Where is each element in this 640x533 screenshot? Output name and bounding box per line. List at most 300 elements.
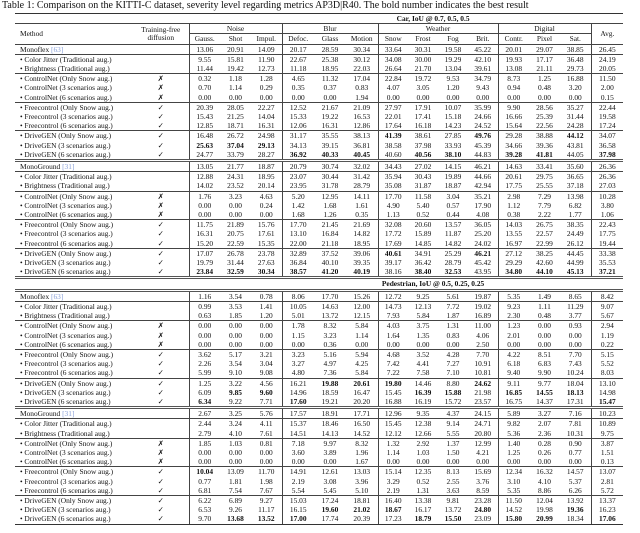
training-free-cell <box>133 290 189 301</box>
value-cell: 18.95 <box>353 238 371 248</box>
value-cell: 13.10 <box>282 229 314 238</box>
training-free-header: Training-free diffusion <box>133 24 189 44</box>
value-cell: 9.14 <box>438 419 468 429</box>
value-cell: 0.00 <box>259 457 273 467</box>
value-cell: 15.81 <box>220 54 251 64</box>
value-cell: 20.05 <box>591 64 623 74</box>
group-header: Blur <box>282 24 378 34</box>
value-cell: 14.52 <box>353 428 371 438</box>
value-cell: 17.70 <box>378 191 408 201</box>
value-cell: 1.06 <box>591 210 623 220</box>
value-cell: 13.04 <box>444 64 462 74</box>
value-cell: 1.96 <box>355 447 369 457</box>
value-cell: 15.72 <box>444 396 462 406</box>
citation-link[interactable]: [31] <box>62 162 75 172</box>
value-cell: 22.99 <box>536 238 553 248</box>
value-cell: 17.07 <box>189 248 220 258</box>
value-cell: 5.54 <box>282 486 314 496</box>
value-cell: 32.89 <box>282 248 314 258</box>
value-cell: 41.81 <box>536 149 553 159</box>
value-cell: 16.31 <box>321 121 339 131</box>
value-cell: 44.45 <box>560 248 591 258</box>
method-label: • DriveGEN (6 scenarios aug.) <box>20 396 111 406</box>
value-cell: 11.87 <box>444 229 462 239</box>
value-cell: 7.27 <box>446 359 460 369</box>
value-cell: 9.60 <box>259 387 273 397</box>
table-row <box>15 220 623 230</box>
value-cell: 34.08 <box>378 54 408 64</box>
value-cell: 26.45 <box>591 44 623 54</box>
value-cell: 5.89 <box>498 408 529 419</box>
value-cell: 9.22 <box>229 396 242 406</box>
value-cell: 4.63 <box>251 191 282 201</box>
value-cell: 14.91 <box>282 467 314 477</box>
value-cell: 22.43 <box>591 220 623 230</box>
value-cell: 24.15 <box>468 408 498 419</box>
column-header: Glass <box>314 34 346 44</box>
value-cell: 2.50 <box>476 339 490 349</box>
value-cell: 5.16 <box>314 349 346 359</box>
value-cell: 1.68 <box>282 210 314 220</box>
value-cell: 20.01 <box>498 44 529 54</box>
value-cell: 28.56 <box>529 102 560 112</box>
table-row <box>15 301 623 311</box>
value-cell: 3.24 <box>220 419 251 429</box>
table-caption: Table 1: Comparison on the KITTI-C dataset, severity level regarding metrics AP3D|R40. The bold number indicates the best result <box>2 0 529 11</box>
citation-link[interactable]: [63] <box>51 44 64 54</box>
avg-header: Avg. <box>591 24 623 44</box>
value-cell: 34.91 <box>408 248 438 258</box>
table-row <box>15 64 623 74</box>
value-cell: 44.05 <box>566 149 584 159</box>
value-cell: 31.17 <box>282 131 314 141</box>
value-cell: 0.29 <box>259 83 273 93</box>
value-cell: 17.24 <box>314 495 346 505</box>
value-cell: 3.75 <box>408 321 438 331</box>
value-cell: 0.63 <box>189 311 220 321</box>
value-cell: 43.95 <box>474 267 492 277</box>
value-cell: 3.54 <box>220 290 251 301</box>
value-cell: 40.19 <box>353 267 371 277</box>
value-cell: 0.00 <box>259 92 273 102</box>
value-cell: 0.00 <box>189 201 220 210</box>
value-cell: 3.62 <box>189 349 220 359</box>
cross-icon: ✗ <box>157 447 164 457</box>
value-cell: 2.01 <box>498 331 529 340</box>
value-cell: 6.82 <box>568 200 582 210</box>
group-header: Digital <box>498 24 591 34</box>
value-cell: 11.32 <box>314 74 346 84</box>
value-cell: 5.40 <box>416 200 430 210</box>
value-cell: 35.53 <box>591 258 623 267</box>
value-cell: 16.31 <box>189 229 220 238</box>
value-cell: 0.22 <box>591 340 623 350</box>
value-cell: 40.45 <box>353 149 371 159</box>
value-cell: 1.14 <box>355 330 369 340</box>
table-row <box>15 112 623 121</box>
check-icon: ✓ <box>133 349 189 359</box>
value-cell: 32.59 <box>227 267 244 277</box>
value-cell: 0.00 <box>229 92 242 102</box>
value-cell: 37.18 <box>566 181 584 191</box>
value-cell: 4.97 <box>323 359 337 369</box>
table-row <box>15 172 623 182</box>
value-cell: 17.17 <box>529 54 560 64</box>
value-cell: 12.86 <box>353 121 371 131</box>
value-cell: 17.61 <box>257 229 275 239</box>
value-cell: 1.68 <box>323 200 337 210</box>
value-cell: 37.21 <box>591 267 623 278</box>
value-cell: 24.31 <box>220 172 251 182</box>
method-label: • Brightness (Traditional aug.) <box>20 64 110 74</box>
method-label: • DriveGEN (6 scenarios aug.) <box>15 514 133 524</box>
value-cell: 15.26 <box>346 290 378 301</box>
value-cell: 12.34 <box>498 467 529 477</box>
value-cell: 13.37 <box>591 495 623 505</box>
value-cell: 2.22 <box>538 210 551 220</box>
value-cell: 7.16 <box>560 408 591 419</box>
value-cell: 7.72 <box>438 301 468 311</box>
value-cell: 8.06 <box>282 290 314 301</box>
value-cell: 21.11 <box>536 64 553 74</box>
method-label: • ControlNet (Only Snow aug.) <box>15 191 133 201</box>
value-cell: 21.09 <box>346 102 378 112</box>
value-cell: 1.18 <box>220 74 251 84</box>
value-cell: 4.22 <box>498 349 529 359</box>
check-icon: ✓ <box>133 495 189 505</box>
cross-icon: ✗ <box>157 339 164 349</box>
value-cell: 3.80 <box>591 201 623 210</box>
value-cell: 4.21 <box>476 447 490 457</box>
value-cell: 0.00 <box>446 457 460 467</box>
value-cell: 7.81 <box>560 419 591 429</box>
value-cell: 15.03 <box>282 495 314 505</box>
value-cell: 0.93 <box>560 321 591 331</box>
citation-link[interactable]: [31] <box>62 409 75 419</box>
value-cell: 26.12 <box>566 238 584 248</box>
value-cell: 27.97 <box>378 102 408 112</box>
value-cell: 32.53 <box>444 267 462 277</box>
value-cell: 38.16 <box>378 267 408 278</box>
value-cell: 29.28 <box>498 131 529 141</box>
value-cell: 2.98 <box>498 191 529 201</box>
value-cell: 16.66 <box>498 112 529 121</box>
value-cell: 28.27 <box>257 149 275 159</box>
value-cell: 45.42 <box>474 258 492 268</box>
value-cell: 37.04 <box>227 140 244 150</box>
value-cell: 16.97 <box>498 239 529 249</box>
value-cell: 27.02 <box>408 161 438 172</box>
value-cell: 9.27 <box>251 495 282 505</box>
value-cell: 12.52 <box>282 102 314 112</box>
value-cell: 15.14 <box>378 467 408 477</box>
value-cell: 24.28 <box>566 121 584 131</box>
table-row <box>15 93 623 103</box>
value-cell: 15.33 <box>282 112 314 121</box>
check-icon: ✓ <box>133 102 189 112</box>
method-label: • Brightness (Traditional aug.) <box>20 181 110 191</box>
value-cell: 30.34 <box>257 267 275 277</box>
value-cell: 11.90 <box>251 54 282 64</box>
value-cell: 31.44 <box>566 112 584 122</box>
value-cell: 2.36 <box>538 428 551 438</box>
value-cell: 20.79 <box>282 161 314 172</box>
value-cell: 40.10 <box>321 258 339 268</box>
check-icon: ✓ <box>133 378 189 388</box>
value-cell: 2.79 <box>189 429 220 439</box>
value-cell: 0.00 <box>189 321 220 331</box>
value-cell: 14.85 <box>414 238 432 248</box>
value-cell: 18.95 <box>251 172 282 182</box>
value-cell: 2.94 <box>591 321 623 331</box>
value-cell: 2.19 <box>378 486 408 496</box>
value-cell: 15.88 <box>444 387 462 397</box>
cross-icon: ✗ <box>157 200 164 210</box>
group-header: Weather <box>378 24 498 34</box>
value-cell: 8.03 <box>591 368 623 378</box>
value-cell: 46.21 <box>468 161 498 172</box>
method-label: • DriveGEN (6 scenarios aug.) <box>20 267 111 277</box>
value-cell: 0.26 <box>538 447 551 457</box>
training-free-cell <box>133 54 189 64</box>
value-cell: 3.27 <box>529 408 560 419</box>
table-row <box>15 448 623 457</box>
value-cell: 2.81 <box>591 477 623 486</box>
value-cell: 0.99 <box>189 301 220 311</box>
method-label: • DriveGEN (3 scenarios aug.) <box>20 258 111 268</box>
value-cell: 18.95 <box>321 64 339 74</box>
value-cell: 12.06 <box>282 121 314 131</box>
value-cell: 14.46 <box>408 378 438 388</box>
value-cell: 42.94 <box>474 181 492 191</box>
cross-icon: ✗ <box>133 438 189 448</box>
value-cell: 36.58 <box>591 141 623 150</box>
value-cell: 3.23 <box>323 330 337 340</box>
value-cell: 0.00 <box>446 92 460 102</box>
value-cell: 1.37 <box>438 438 468 448</box>
value-cell: 24.49 <box>566 229 584 239</box>
table-row <box>15 378 623 388</box>
value-cell: 12.38 <box>408 419 438 429</box>
check-icon: ✓ <box>157 149 164 159</box>
value-cell: 17.41 <box>414 112 432 122</box>
value-cell: 39.35 <box>353 258 371 268</box>
value-cell: 9.70 <box>189 514 220 524</box>
value-cell: 7.79 <box>538 200 551 210</box>
value-cell: 12.04 <box>529 495 560 505</box>
value-cell: 9.35 <box>408 408 438 419</box>
value-cell: 16.50 <box>346 419 378 429</box>
value-cell: 1.14 <box>378 448 408 457</box>
value-cell: 3.54 <box>229 359 242 369</box>
value-cell: 27.63 <box>257 258 275 268</box>
table-row <box>15 495 623 505</box>
value-cell: 8.80 <box>438 378 468 388</box>
check-icon: ✓ <box>157 476 164 486</box>
training-free-cell <box>133 429 189 439</box>
value-cell: 3.22 <box>220 378 251 388</box>
value-cell: 3.29 <box>378 477 408 486</box>
value-cell: 1.12 <box>498 201 529 210</box>
value-cell: 18.13 <box>566 387 584 397</box>
value-cell: 30.12 <box>346 54 378 64</box>
check-icon: ✓ <box>133 220 189 230</box>
value-cell: 15.76 <box>251 220 282 230</box>
column-header: Frost <box>408 34 438 44</box>
value-cell: 0.00 <box>229 447 242 457</box>
citation-link[interactable]: [63] <box>51 291 64 301</box>
value-cell: 5.76 <box>251 408 282 419</box>
value-cell: 46.21 <box>468 248 498 258</box>
value-cell: 3.53 <box>220 301 251 311</box>
value-cell: 3.60 <box>282 448 314 457</box>
value-cell: 34.80 <box>498 267 529 278</box>
value-cell: 3.96 <box>355 476 369 486</box>
table-row <box>15 505 623 514</box>
value-cell: 11.44 <box>189 64 220 74</box>
model-name: Monoflex <box>20 44 51 54</box>
value-cell: 0.90 <box>560 438 591 448</box>
table-row <box>15 438 623 448</box>
value-cell: 9.08 <box>259 368 273 378</box>
value-cell: 22.44 <box>591 102 623 112</box>
value-cell: 0.94 <box>498 83 529 92</box>
value-cell: 28.05 <box>220 102 251 112</box>
value-cell: 3.77 <box>568 311 582 321</box>
table-row <box>15 388 623 397</box>
value-cell: 0.00 <box>282 93 314 103</box>
value-cell: 34.07 <box>591 131 623 141</box>
value-cell: 16.85 <box>498 388 529 397</box>
value-cell: 21.89 <box>220 220 251 230</box>
value-cell: 19.60 <box>321 505 339 515</box>
cross-icon: ✗ <box>157 92 164 102</box>
value-cell: 45.39 <box>474 140 492 150</box>
value-cell: 22.57 <box>536 229 553 239</box>
value-cell: 16.17 <box>414 505 432 515</box>
column-header: Defoc. <box>282 34 314 44</box>
value-cell: 38.13 <box>346 131 378 141</box>
training-free-cell <box>133 172 189 182</box>
value-cell: 44.83 <box>474 149 492 159</box>
value-cell: 9.90 <box>498 102 529 112</box>
value-cell: 0.00 <box>416 92 430 102</box>
value-cell: 6.09 <box>189 388 220 397</box>
value-cell: 4.65 <box>282 74 314 84</box>
value-cell: 17.70 <box>282 220 314 230</box>
value-cell: 16.23 <box>591 505 623 514</box>
value-cell: 0.00 <box>476 92 490 102</box>
value-cell: 39.36 <box>536 140 553 150</box>
value-cell: 8.86 <box>538 485 551 495</box>
value-cell: 4.10 <box>229 428 242 438</box>
method-label: • Freecontrol (Only Snow aug.) <box>15 220 133 230</box>
check-icon: ✓ <box>157 387 164 397</box>
value-cell: 0.00 <box>568 92 582 102</box>
value-cell: 11.70 <box>251 467 282 477</box>
value-cell: 32.08 <box>378 220 408 230</box>
value-cell: 14.11 <box>346 191 378 201</box>
value-cell: 0.00 <box>498 340 529 350</box>
value-cell: 25.29 <box>438 248 468 258</box>
value-cell: 17.57 <box>282 408 314 419</box>
section-title: Pedestrian, IoU @ 0.5, 0.25, 0.25 <box>15 278 623 290</box>
value-cell: 13.57 <box>438 220 468 230</box>
value-cell: 1.81 <box>229 476 242 486</box>
value-cell: 9.85 <box>229 387 242 397</box>
value-cell: 9.82 <box>498 419 529 429</box>
value-cell: 13.07 <box>591 467 623 477</box>
value-cell: 18.79 <box>408 514 438 524</box>
method-header: Method <box>15 24 133 44</box>
model-name: MonoGround <box>20 409 63 419</box>
table-row <box>15 359 623 368</box>
value-cell: 19.44 <box>591 239 623 249</box>
value-cell: 26.64 <box>378 64 408 74</box>
value-cell: 15.45 <box>378 419 408 429</box>
value-cell: 36.84 <box>282 258 314 267</box>
value-cell: 16.40 <box>378 495 408 505</box>
value-cell: 9.23 <box>498 301 529 311</box>
value-cell: 22.27 <box>251 102 282 112</box>
value-cell: 10.91 <box>474 359 492 369</box>
value-cell: 15.47 <box>591 397 623 408</box>
value-cell: 17.75 <box>591 229 623 238</box>
method-label: • DriveGEN (3 scenarios aug.) <box>20 387 111 397</box>
method-label: • Freecontrol (6 scenarios aug.) <box>20 238 113 248</box>
value-cell: 5.15 <box>591 349 623 359</box>
value-cell: 11.18 <box>282 64 314 74</box>
value-cell: 3.04 <box>259 359 273 369</box>
value-cell: 0.00 <box>189 331 220 340</box>
value-cell: 17.23 <box>378 514 408 524</box>
value-cell: 20.39 <box>189 102 220 112</box>
value-cell: 29.29 <box>498 258 529 267</box>
column-header: Pixel <box>529 34 560 44</box>
group-header: Noise <box>189 24 282 34</box>
value-cell: 43.81 <box>566 140 584 150</box>
value-cell: 34.66 <box>498 141 529 150</box>
value-cell: 3.87 <box>591 438 623 448</box>
value-cell: 5.67 <box>591 311 623 321</box>
value-cell: 38.57 <box>282 267 314 278</box>
value-cell: 7.70 <box>468 349 498 359</box>
value-cell: 21.69 <box>346 220 378 230</box>
value-cell: 12.95 <box>314 191 346 201</box>
value-cell: 1.32 <box>378 438 408 448</box>
value-cell: 8.65 <box>560 290 591 301</box>
value-cell: 4.28 <box>438 349 468 359</box>
value-cell: 19.98 <box>536 505 553 515</box>
value-cell: 21.02 <box>353 505 371 515</box>
baseline-row <box>15 44 623 54</box>
value-cell: 20.61 <box>346 378 378 388</box>
value-cell: 0.00 <box>378 340 408 350</box>
value-cell: 12.99 <box>468 438 498 448</box>
value-cell: 16.88 <box>560 74 591 84</box>
value-cell: 32.02 <box>346 161 378 172</box>
value-cell: 11.17 <box>258 505 275 515</box>
value-cell: 10.23 <box>591 408 623 419</box>
training-free-cell <box>133 311 189 321</box>
method-label: • Freecontrol (Only Snow aug.) <box>15 467 133 477</box>
table-row <box>15 54 623 64</box>
value-cell: 5.36 <box>498 429 529 439</box>
value-cell: 0.52 <box>416 210 430 220</box>
table-row <box>15 477 623 486</box>
cross-icon: ✗ <box>157 330 164 340</box>
value-cell: 22.03 <box>353 64 371 74</box>
